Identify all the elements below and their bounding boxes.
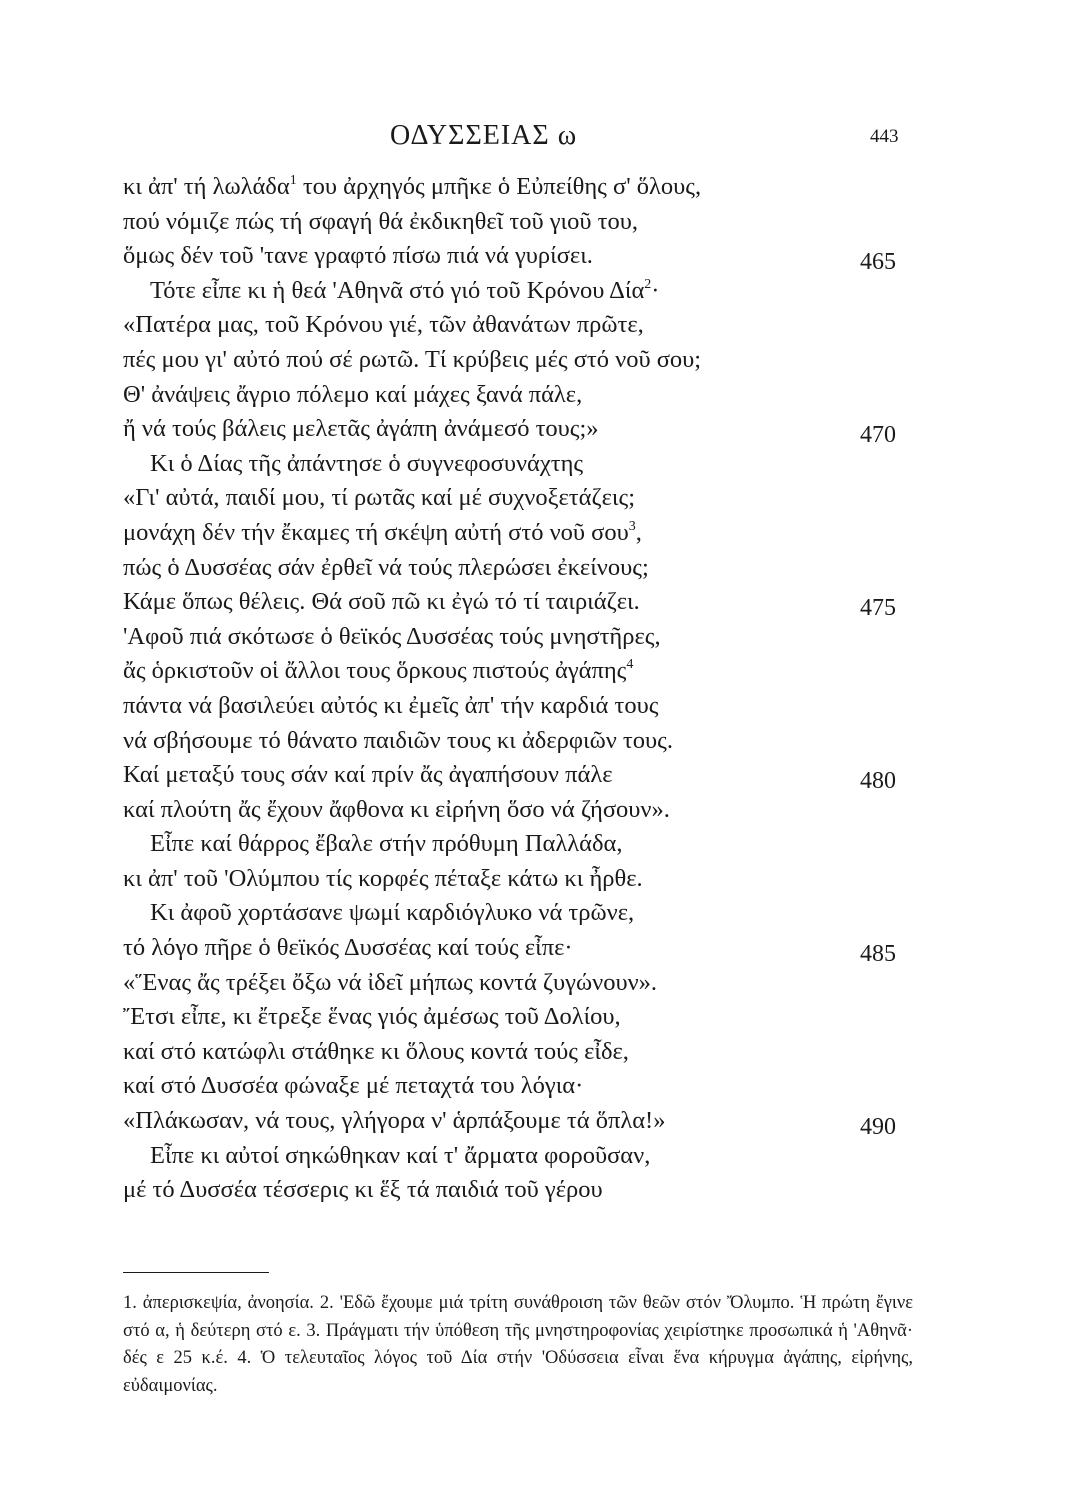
verse-text	[123, 1000, 621, 1035]
verse-main: Θ' ἀνάψεις ἄγριο πόλεμο καί μάχες ξανά πάλε,	[123, 380, 583, 408]
verse-line	[0, 896, 1085, 931]
line-number: 475	[860, 595, 896, 622]
verse-text	[123, 412, 599, 447]
verse-main: πάντα νά βασιλεύει αὐτός κι ἐμεῖς ἀπ' τήν καρδιά τους	[123, 691, 659, 719]
verse-text	[123, 1035, 629, 1070]
verse-text	[123, 654, 633, 689]
line-number: 480	[860, 768, 896, 795]
verse-main: Κάμε ὅπως θέλεις. Θά σοῦ πῶ κι ἐγώ τό τί ταιριάζει.	[123, 588, 640, 616]
verse-line	[0, 758, 1085, 793]
verse-text	[123, 481, 635, 516]
verse-line	[0, 862, 1085, 897]
verse-line	[0, 1069, 1085, 1104]
verse-text	[123, 793, 670, 828]
verse-main: ἤ νά τούς βάλεις μελετᾶς ἀγάπη ἀνάμεσό τους;»	[123, 415, 599, 443]
verse-line	[0, 481, 1085, 516]
verse-text	[123, 1173, 603, 1208]
verse-text	[123, 931, 573, 966]
verse-text	[123, 239, 593, 274]
verse-line	[0, 205, 1085, 240]
verse-main: «Ἕνας ἄς τρέξει ὄξω νά ἰδεῖ μήπως κοντά ζυγώνουν».	[123, 968, 658, 996]
verse-text	[150, 274, 659, 309]
page-header	[0, 120, 1085, 156]
verse-text	[150, 447, 583, 482]
line-number: 485	[860, 941, 896, 968]
verse-main: κι ἀπ' τοῦ 'Ολύμπου τίς κορφές πέταξε κάτω κι ἦρθε.	[123, 864, 643, 892]
poem-body	[0, 170, 1085, 1208]
verse-line	[0, 1104, 1085, 1139]
verse-text	[123, 343, 701, 378]
verse-main: πές μου γι' αὐτό πού σέ ρωτῶ. Τί κρύβεις μές στό νοῦ σου;	[123, 345, 702, 373]
verse-text	[123, 966, 657, 1001]
verse-text	[123, 516, 642, 551]
verse-text	[123, 758, 613, 793]
verse-main: καί στό Δυσσέα φώναξε μέ πεταχτά του λόγια·	[123, 1072, 584, 1100]
verse-line	[0, 170, 1085, 205]
verse-line	[0, 1173, 1085, 1208]
verse-line	[0, 551, 1085, 586]
verse-main: μονάχη δέν τήν ἔκαμες τή σκέψη αὐτή στό νοῦ σου	[123, 518, 629, 546]
footnote-marker: 4	[626, 657, 634, 673]
line-number: 465	[860, 249, 896, 276]
verse-main: Κι ὁ Δίας τῆς ἀπάντησε ὁ συγνεφοσυνάχτης	[150, 449, 584, 477]
verse-main: ἄς ὁρκιστοῦν οἱ ἄλλοι τους ὅρκους πιστούς ἀγάπης	[123, 657, 627, 685]
verse-text	[123, 724, 673, 759]
verse-line	[0, 793, 1085, 828]
verse-line	[0, 239, 1085, 274]
verse-text	[123, 620, 661, 655]
verse-main: Κι ἀφοῦ χορτάσανε ψωμί καρδιόγλυκο νά τρῶνε,	[150, 899, 635, 927]
verse-main: ὅμως δέν τοῦ 'τανε γραφτό πίσω πιά νά γυρίσει.	[123, 242, 593, 270]
verse-tail: ,	[635, 518, 642, 546]
verse-text	[123, 378, 582, 413]
footnote-marker: 2	[644, 276, 652, 292]
verse-line	[0, 1035, 1085, 1070]
verse-tail: ·	[651, 276, 660, 304]
verse-line	[0, 308, 1085, 343]
verse-line	[0, 966, 1085, 1001]
verse-main: τό λόγο πῆρε ὁ θεϊκός Δυσσέας καί τούς εἶπε·	[123, 934, 573, 962]
verse-main: πού νόμιζε πώς τή σφαγή θά ἐκδικηθεῖ τοῦ γιοῦ του,	[123, 207, 638, 235]
verse-line	[0, 620, 1085, 655]
verse-line	[0, 447, 1085, 482]
verse-main: κι ἀπ' τή λωλάδα	[123, 173, 290, 200]
verse-text	[123, 308, 644, 343]
verse-text	[123, 1069, 583, 1104]
verse-text	[123, 1104, 665, 1139]
verse-text	[150, 1139, 650, 1174]
line-number: 470	[860, 422, 896, 449]
verse-tail: του ἀρχηγός μπῆκε ὁ Εὐπείθης σ' ὅλους,	[296, 173, 702, 200]
verse-line	[0, 931, 1085, 966]
verse-main: νά σβήσουμε τό θάνατο παιδιῶν τους κι ἀδερφιῶν τους.	[123, 726, 673, 754]
verse-main: Τότε εἶπε κι ἡ θεά 'Αθηνᾶ στό γιό τοῦ Κρόνου Δία	[150, 276, 645, 304]
verse-main: καί στό κατώφλι στάθηκε κι ὅλους κοντά τούς εἶδε,	[123, 1037, 629, 1065]
page-number: 443	[870, 126, 899, 147]
verse-main: «Γι' αὐτά, παιδί μου, τί ρωτᾶς καί μέ συχνοξετάζεις;	[123, 484, 636, 512]
verse-line	[0, 1000, 1085, 1035]
verse-line	[0, 654, 1085, 689]
footnote-marker: 3	[628, 518, 636, 534]
verse-main: καί πλούτη ἄς ἔχουν ἄφθονα κι εἰρήνη ὅσο νά ζήσουν».	[123, 795, 670, 823]
verse-main: πώς ὁ Δυσσέας σάν ἐρθεῖ νά τούς πλερώσει ἐκείνους;	[123, 553, 649, 581]
line-number: 490	[860, 1114, 896, 1141]
verse-text	[123, 551, 649, 586]
verse-text	[150, 827, 623, 862]
verse-main: Εἶπε καί θάρρος ἔβαλε στήν πρόθυμη Παλλάδα,	[150, 830, 623, 858]
verse-main: μέ τό Δυσσέα τέσσερις κι ἕξ τά παιδιά τοῦ γέρου	[123, 1176, 603, 1204]
verse-text	[123, 170, 701, 205]
verse-text	[150, 896, 634, 931]
verse-line	[0, 274, 1085, 309]
verse-main: Εἶπε κι αὐτοί σηκώθηκαν καί τ' ἄρματα φοροῦσαν,	[150, 1141, 651, 1169]
verse-line	[0, 724, 1085, 759]
verse-main: «Πλάκωσαν, νά τους, γλήγορα ν' ἁρπάξουμε τά ὅπλα!»	[123, 1107, 666, 1135]
verse-line	[0, 827, 1085, 862]
verse-line	[0, 412, 1085, 447]
verse-text	[123, 585, 640, 620]
verse-line	[0, 378, 1085, 413]
verse-text	[123, 862, 643, 897]
footnote-marker: 1	[289, 173, 297, 188]
verse-main: Καί μεταξύ τους σάν καί πρίν ἄς ἀγαπήσουν πάλε	[123, 761, 613, 789]
verse-main: «Πατέρα μας, τοῦ Κρόνου γιέ, τῶν ἀθανάτων πρῶτε,	[123, 311, 644, 339]
verse-main: Ἔτσι εἶπε, κι ἔτρεξε ἕνας γιός ἀμέσως τοῦ Δολίου,	[123, 1003, 621, 1031]
verse-text	[123, 689, 658, 724]
verse-line	[0, 1139, 1085, 1174]
footnotes: 1. ἀπερισκεψία, ἀνοησία. 2. 'Εδῶ ἔχουμε μιά τρίτη συνάθροιση τῶν θεῶν στόν Ὄλυμπο. Ἡ πρώτη ἔγινε στό α, ἡ δεύτερη στό ε. 3. Πράγματι τήν ὑπόθεση τῆς μνηστηροφονίας χειρίστηκε προσωπικά ἡ 'Αθηνᾶ· δές ε 25 κ.έ. 4. Ὁ τελευταῖος λόγος τοῦ Δία στήν 'Οδύσσεια εἶναι ἕνα κήρυγμα ἀγάπης, εἰρήνης, εὐδαιμονίας.	[123, 1293, 913, 1396]
verse-line	[0, 689, 1085, 724]
verse-line	[0, 516, 1085, 551]
verse-line	[0, 343, 1085, 378]
verse-main: 'Αφοῦ πιά σκότωσε ὁ θεϊκός Δυσσέας τούς μνηστῆρες,	[123, 622, 661, 650]
footnote-rule	[123, 1272, 269, 1273]
verse-text	[123, 205, 638, 240]
verse-line	[0, 585, 1085, 620]
running-head: ΟΔΥΣΣΕΙΑΣ ω	[390, 120, 578, 151]
